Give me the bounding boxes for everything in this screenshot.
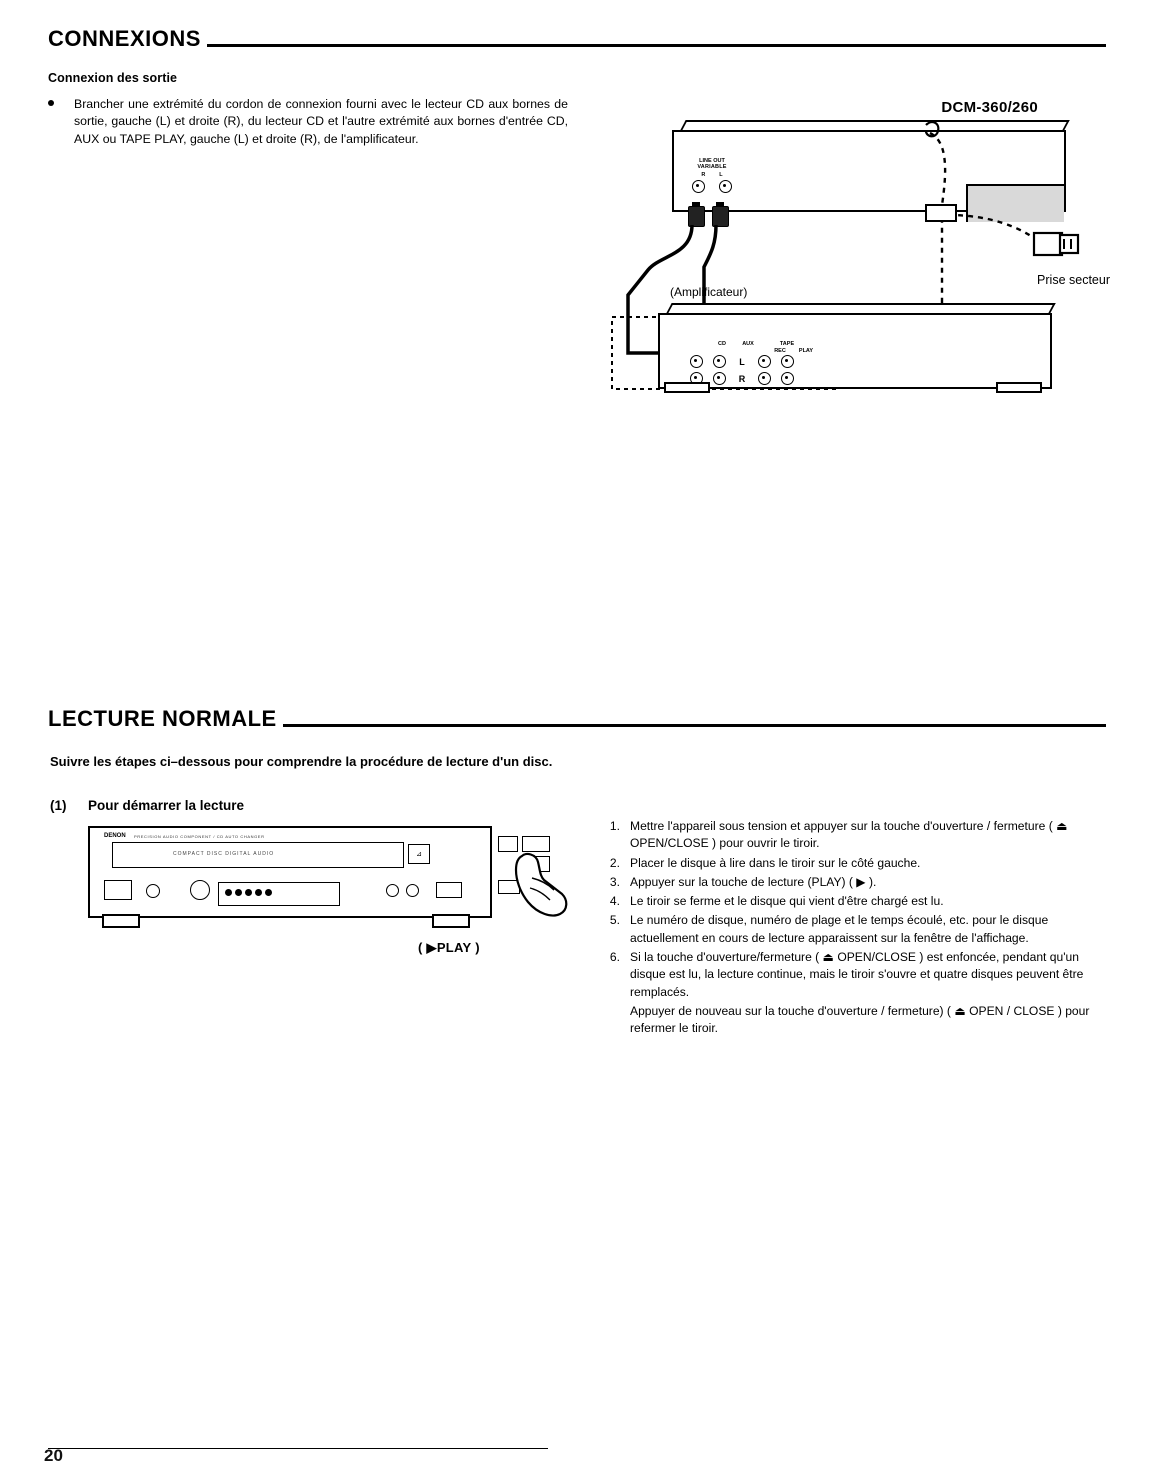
player-foot-left <box>102 914 140 928</box>
list-item <box>598 874 1108 891</box>
list-item <box>598 818 1108 853</box>
footer-rule <box>48 1448 548 1449</box>
pointing-hand-icon <box>510 850 590 930</box>
amp-foot-left <box>664 382 710 393</box>
player-brand-sub-label: PRECISION AUDIO COMPONENT / CD AUTO CHANGER <box>134 834 265 839</box>
amp-power-receptacle-icon <box>926 205 956 221</box>
amp-foot-right <box>996 382 1042 393</box>
disc-logo-icon: ⊿ <box>408 844 430 864</box>
amp-label-aux: AUX <box>742 341 754 347</box>
cd-player-front-illustration <box>80 822 520 952</box>
amp-rear-panel <box>658 313 1052 389</box>
step-number: 1. <box>609 819 620 833</box>
section-heading-connexions <box>48 28 1106 50</box>
heading-rule <box>207 44 1106 47</box>
amp-label-play: PLAY <box>798 348 814 354</box>
page-number: 20 <box>44 1446 63 1465</box>
step-text: Si la touche d'ouverture/fermeture ( ⏏ OPEN/CLOSE ) est enfoncée, pendant qu'un disque est lu, la lecture continue, mais le tiroir s'ouvre et quatre disques peuvent être remplacés. <box>630 949 1084 999</box>
amplifier-rear-illustration <box>658 303 1048 398</box>
subsection-title-connexion-sortie: Connexion des sortie <box>48 71 178 85</box>
phones-jack-icon <box>146 884 160 898</box>
step-group-label: Pour démarrer la lecture <box>88 798 245 813</box>
playback-steps-list <box>598 818 1108 1039</box>
mains-socket-label: Prise secteur <box>1037 273 1110 287</box>
player-foot-right <box>432 914 470 928</box>
play-button-caption: ( ▶PLAY ) <box>418 940 480 955</box>
list-item <box>598 912 1108 947</box>
amp-jack-play-l-icon <box>781 355 794 368</box>
section-title-lecture: LECTURE NORMALE <box>48 706 277 731</box>
amp-side-label-l: L <box>739 356 745 367</box>
bullet-dot-icon <box>48 100 54 106</box>
model-label: DCM-360/260 <box>941 99 1038 116</box>
amp-jack-aux-l-icon <box>713 355 726 368</box>
skip-prev-button[interactable] <box>386 884 399 897</box>
amp-label-tape: TAPE <box>779 341 795 347</box>
step-number: 6. <box>609 949 620 964</box>
amp-label-rec: REC <box>774 348 786 354</box>
line-out-label: LINE OUT <box>699 158 725 164</box>
stop-button[interactable] <box>436 882 462 898</box>
step-group-number: (1) <box>50 798 67 813</box>
amp-side-label-r: R <box>738 373 746 384</box>
tray-text: COMPACT DISC DIGITAL AUDIO <box>173 851 275 857</box>
player-body <box>88 826 492 918</box>
connexion-bullet-text: Brancher une extrémité du cordon de connexion fourni avec le lecteur CD aux bornes de sortie, gauche (L) et droite (R), du lecteur CD et l'autre extrémité aux bornes d'entrée CD, AUX ou TAPE PLAY, gauche (L) et droite (R), de l'amplificateur. <box>74 97 568 146</box>
list-item <box>598 855 1108 872</box>
amp-jack-row-left <box>690 355 814 368</box>
amp-jack-play-r-icon <box>781 372 794 385</box>
step-text: Placer le disque à lire dans le tiroir sur le côté gauche. <box>630 855 921 870</box>
amp-tape-subheaders <box>772 348 814 354</box>
amp-jack-aux-r-icon <box>713 372 726 385</box>
step-group-title <box>50 798 244 813</box>
amp-jack-cd-l-icon <box>690 355 703 368</box>
power-button[interactable] <box>104 880 132 900</box>
amplifier-caption: (Amplificateur) <box>670 285 748 299</box>
amp-jack-rec-r-icon <box>758 372 771 385</box>
connexion-bullet <box>48 96 568 148</box>
step-text: Le tiroir se ferme et le disque qui vient d'être chargé est lu. <box>630 894 944 909</box>
display-indicators <box>225 889 272 896</box>
step-number: 3. <box>609 874 620 889</box>
disc-tray <box>112 842 404 868</box>
step-number: 4. <box>609 894 620 909</box>
level-knob[interactable] <box>190 880 210 900</box>
connection-diagram <box>600 95 1110 425</box>
section-title: CONNEXIONS <box>48 26 201 51</box>
mains-plug-icon <box>1034 233 1078 255</box>
list-item <box>598 893 1108 910</box>
heading-rule-lecture <box>283 724 1106 727</box>
section-heading-lecture-normale <box>48 708 1106 730</box>
amp-label-cd: CD <box>718 341 726 347</box>
variable-label: VARIABLE <box>697 164 727 171</box>
step-text: Mettre l'appareil sous tension et appuyer sur la touche d'ouverture / fermeture ( ⏏ OPEN/CLOSE ) pour ouvrir le tiroir. <box>630 819 1068 851</box>
amp-jack-headers <box>714 341 814 347</box>
step-number: 5. <box>609 913 620 928</box>
step-text-continued: Appuyer de nouveau sur la touche d'ouverture / fermeture) ( ⏏ OPEN / CLOSE ) pour refermer le tiroir. <box>630 1003 1090 1036</box>
lecture-intro-text: Suivre les étapes ci–dessous pour comprendre la procédure de lecture d'un disc. <box>50 754 553 769</box>
list-item <box>598 949 1108 1037</box>
cd-jack-label-r: R <box>701 171 706 178</box>
display-window <box>218 882 340 906</box>
player-brand-label: DENON <box>104 833 126 839</box>
step-text: Le numéro de disque, numéro de plage et le temps écoulé, etc. pour le disque actuellement en cours de lecture apparaissent sur la fenêtre de l'affichage. <box>630 913 1049 945</box>
skip-next-button[interactable] <box>406 884 419 897</box>
step-number: 2. <box>609 855 620 870</box>
cd-jack-label-l: L <box>719 171 723 178</box>
amp-jack-rec-l-icon <box>758 355 771 368</box>
step-text: Appuyer sur la touche de lecture (PLAY) ( ▶ ). <box>630 874 877 889</box>
